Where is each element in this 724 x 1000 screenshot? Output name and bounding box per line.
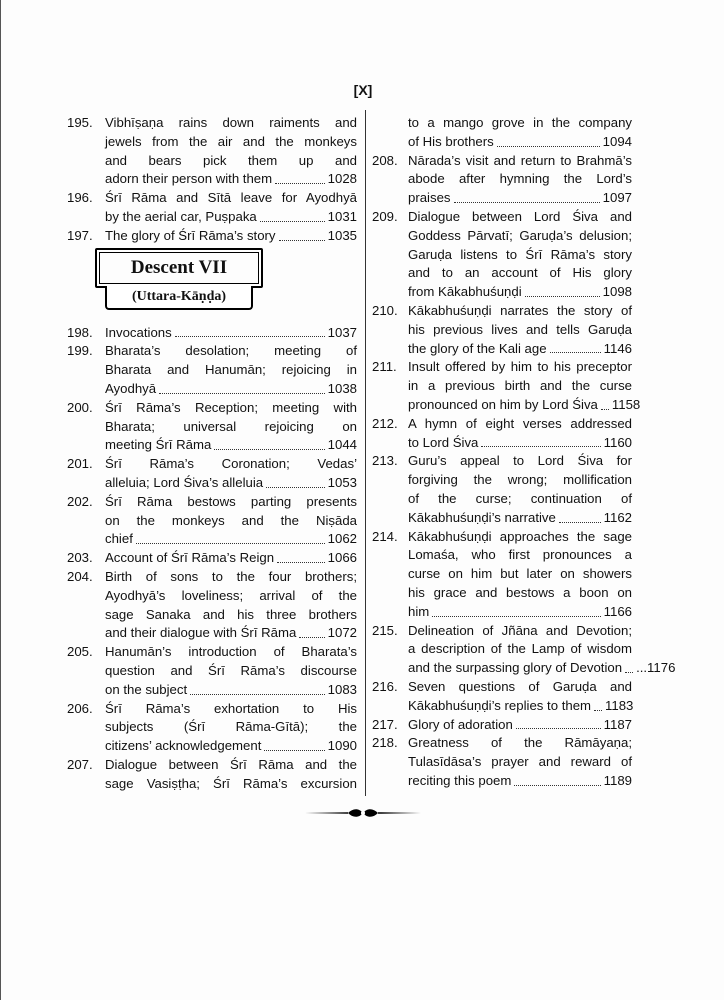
entry-number: 211. <box>372 359 397 375</box>
entry-title: citizens’ acknowledgement <box>105 738 262 754</box>
ornament-icon <box>303 806 423 820</box>
entry-body <box>105 700 357 756</box>
dot-leader <box>159 393 325 394</box>
entry-title: of His brothers <box>408 133 494 149</box>
entry-title: adorn their person with them <box>105 171 273 187</box>
toc-entry <box>67 549 357 568</box>
toc-entry <box>372 358 641 414</box>
page-ref: 1053 <box>327 474 357 490</box>
entry-line: Nārada’s visit and return to Brahmā’s <box>408 152 632 168</box>
column-divider <box>365 110 366 796</box>
entry-line: Śrī Rāma’s Coronation; Vedas’ <box>105 456 357 472</box>
page-ref: 1183 <box>605 697 634 713</box>
entry-body <box>408 452 632 527</box>
entry-body <box>105 568 357 643</box>
entry-last-line <box>105 624 357 643</box>
entry-title: praises <box>408 190 451 206</box>
entry-number: 212. <box>372 415 398 431</box>
entry-body <box>105 493 357 549</box>
dot-leader <box>266 487 325 488</box>
page-ref: 1038 <box>327 380 357 396</box>
entry-title: reciting this poem <box>408 772 512 788</box>
entry-title: Kākabhuśuṇḍi’s narrative <box>408 509 556 525</box>
entry-line: Tulasīdāsa’s prayer and reward of <box>408 754 632 770</box>
descent-subtitle: (Uttara-Kāṇḍa) <box>105 286 253 310</box>
dot-leader <box>275 183 325 184</box>
dot-leader <box>264 750 324 751</box>
toc-entry <box>67 227 357 246</box>
entry-line: A hymn of eight verses addressed <box>408 415 632 431</box>
dot-leader <box>550 352 601 353</box>
toc-entry <box>67 643 357 699</box>
entry-last-line <box>408 283 632 302</box>
entry-body <box>408 152 632 208</box>
entry-last-line <box>105 436 357 455</box>
entry-line: Insult offered by him to his preceptor <box>408 359 632 375</box>
entry-line: of the curse; continuation of <box>408 490 632 506</box>
entry-line: Dialogue between Śrī Rāma and the <box>105 756 357 772</box>
entry-line: Birth of sons to the four brothers; <box>105 568 357 584</box>
entry-line: and to an account of His glory <box>408 265 632 281</box>
entry-last-line <box>408 133 632 152</box>
toc-entry <box>372 452 632 527</box>
entry-line: subjects (Śrī Rāma-Gītā); the <box>105 719 357 735</box>
entry-body <box>408 622 676 678</box>
entry-line: Śrī Rāma bestows parting presents <box>105 493 357 509</box>
entry-line: to a mango grove in the company <box>408 115 632 130</box>
entry-line: Ayodhyā’s loveliness; arrival of the <box>105 587 357 603</box>
page-ref: 1028 <box>327 171 357 187</box>
entry-body <box>105 756 357 794</box>
dot-leader <box>559 522 601 523</box>
dot-leader <box>594 710 602 711</box>
dot-leader <box>514 785 600 786</box>
entry-title: alleluia; Lord Śiva’s alleluia <box>105 474 264 490</box>
entry-title: to Lord Śiva <box>408 434 479 450</box>
entry-last-line <box>408 772 632 791</box>
entry-last-line <box>408 509 632 528</box>
page-ref: 1162 <box>603 509 632 525</box>
entry-number: 207. <box>67 756 93 772</box>
entry-body <box>105 324 357 343</box>
entry-last-line <box>408 697 632 716</box>
entry-number: 203. <box>67 550 93 566</box>
entry-body <box>105 189 357 227</box>
dot-leader <box>279 240 325 241</box>
dot-leader <box>277 562 325 563</box>
entry-last-line <box>408 396 641 415</box>
entry-line: abode after hymning the Lord’s <box>408 171 632 187</box>
entry-last-line <box>105 324 357 343</box>
page-ref: ...1176 <box>636 660 676 676</box>
page-ref: 1189 <box>603 772 632 788</box>
entry-number: 199. <box>67 343 93 359</box>
entry-number: 216. <box>372 678 398 694</box>
entry-number: 210. <box>372 302 398 318</box>
toc-right-column <box>372 114 676 791</box>
entry-last-line <box>105 549 357 568</box>
entry-body <box>105 342 357 398</box>
dot-leader <box>516 728 601 729</box>
toc-entry <box>372 415 632 453</box>
entry-number: 206. <box>67 700 93 716</box>
entry-number: 197. <box>67 227 93 243</box>
descent-heading <box>95 248 265 314</box>
entry-body <box>408 358 641 414</box>
toc-entry <box>372 152 632 208</box>
entry-number: 196. <box>67 190 93 206</box>
toc-entry <box>67 342 357 398</box>
entry-line: Śrī Rāma’s exhortation to His <box>105 700 357 716</box>
entry-title: Glory of adoration <box>408 716 513 732</box>
entry-line: Guru’s appeal to Lord Śiva for <box>408 453 632 469</box>
toc-entry <box>372 528 632 622</box>
dot-leader <box>190 694 325 695</box>
page-ref: 1098 <box>602 284 632 300</box>
toc-entry <box>67 756 357 794</box>
toc-entry <box>372 716 632 735</box>
entry-last-line <box>105 380 357 399</box>
toc-entry <box>372 734 632 790</box>
entry-line: Delineation of Jñāna and Devotion; <box>408 622 632 638</box>
entry-line: Goddess Pārvatī; Garuḍa’s delusion; <box>408 227 632 243</box>
descent-title: Descent VII <box>95 248 263 288</box>
entry-line: and bears pick them up and <box>105 152 357 168</box>
dot-leader <box>136 543 325 544</box>
entry-title: Kākabhuśuṇḍi’s replies to them <box>408 697 592 713</box>
entry-line: Lomaśa, who first pronounces a <box>408 547 632 563</box>
entry-number: 214. <box>372 528 398 544</box>
toc-entry <box>67 455 357 493</box>
page-ref: 1083 <box>327 681 357 697</box>
entry-title: Ayodhyā <box>105 380 157 396</box>
entry-last-line <box>408 603 632 622</box>
entry-last-line <box>408 340 632 359</box>
entry-line: Greatness of the Rāmāyaṇa; <box>408 735 632 751</box>
entry-body <box>408 415 632 453</box>
entry-line: jewels from the air and the monkeys <box>105 133 357 149</box>
entry-title: by the aerial car, Puṣpaka <box>105 208 257 224</box>
entry-line: Dialogue between Lord Śiva and <box>408 208 632 224</box>
entry-number: 217. <box>372 716 398 732</box>
entry-title: and the surpassing glory of Devotion <box>408 660 623 676</box>
entry-line: Seven questions of Garuḍa and <box>408 678 632 694</box>
entry-last-line <box>408 716 632 735</box>
toc-left-column <box>67 114 357 794</box>
entry-body <box>408 208 632 302</box>
page-number: [X] <box>353 82 373 98</box>
toc-entry <box>372 208 632 302</box>
entry-line: forgiving the wrong; mollification <box>408 472 632 488</box>
entry-body <box>105 227 357 246</box>
entry-title: Account of Śrī Rāma’s Reign <box>105 550 275 566</box>
entry-body <box>408 734 632 790</box>
entry-body <box>105 114 357 189</box>
entry-line: Śrī Rāma’s Reception; meeting with <box>105 399 357 415</box>
entry-title: him <box>408 603 430 619</box>
page-ref: 1037 <box>327 324 357 340</box>
page-ref: 1094 <box>602 133 632 149</box>
entry-title: The glory of Śrī Rāma’s story <box>105 227 276 243</box>
entry-body <box>105 455 357 493</box>
dot-leader <box>497 146 600 147</box>
entry-body <box>105 399 357 455</box>
entry-last-line <box>105 737 357 756</box>
toc-entry <box>67 493 357 549</box>
page-ref: 1044 <box>327 437 357 453</box>
toc-entry <box>67 568 357 643</box>
entry-body <box>408 678 632 716</box>
entry-number: 208. <box>372 152 398 168</box>
entry-line: curse on him but later on showers <box>408 566 632 582</box>
toc-entry <box>372 678 632 716</box>
page-ref: 1090 <box>327 738 357 754</box>
page-ref: 1158 <box>611 396 641 412</box>
entry-number: 209. <box>372 208 398 224</box>
entry-title: from Kākabhuśuṇḍi <box>408 284 522 300</box>
entry-title: meeting Śrī Rāma <box>105 437 212 453</box>
dot-leader <box>481 446 600 447</box>
entry-number: 218. <box>372 735 398 751</box>
entry-number: 204. <box>67 568 93 584</box>
entry-last-line <box>105 170 357 189</box>
dot-leader <box>175 336 325 337</box>
dot-leader <box>432 616 600 617</box>
dot-leader <box>260 221 325 222</box>
entry-line: Bharata; universal rejoicing on <box>105 418 357 434</box>
entry-title: chief <box>105 531 133 547</box>
dot-leader <box>214 449 324 450</box>
dot-leader <box>601 409 609 410</box>
page-ref: 1066 <box>327 550 357 566</box>
page-ref: 1160 <box>603 434 632 450</box>
entry-line: his previous lives and tells Garuḍa <box>408 321 632 337</box>
entry-last-line <box>408 189 632 208</box>
entry-last-line <box>105 227 357 246</box>
entry-last-line <box>408 434 632 453</box>
entry-title: pronounced on him by Lord Śiva <box>408 396 598 412</box>
entry-last-line <box>105 681 357 700</box>
entry-line: Śrī Rāma and Sītā leave for Ayodhyā <box>105 190 357 206</box>
toc-entry <box>67 700 357 756</box>
entry-line: on the monkeys and the Niṣāda <box>105 512 357 528</box>
toc-entry <box>372 622 676 678</box>
entry-line: sage Vasiṣṭha; Śrī Rāma’s excursion <box>105 775 357 791</box>
entry-number: 213. <box>372 453 398 469</box>
entry-line: question and Śrī Rāma’s discourse <box>105 662 357 678</box>
page-ref: 1035 <box>327 227 357 243</box>
page-ref: 1031 <box>327 208 357 224</box>
entry-line: in a previous birth and the curse <box>408 378 632 394</box>
entry-body <box>408 114 632 152</box>
entry-body <box>105 643 357 699</box>
page-ref: 1097 <box>602 190 632 206</box>
page-ref: 1072 <box>327 625 357 641</box>
entry-line: Kākabhuśuṇḍi narrates the story of <box>408 302 632 318</box>
dot-leader <box>625 672 633 673</box>
entry-body <box>408 302 632 358</box>
entry-line: sage Sanaka and his three brothers <box>105 606 357 622</box>
entry-title: Invocations <box>105 324 172 340</box>
entry-number: 201. <box>67 456 93 472</box>
entry-title: and their dialogue with Śrī Rāma <box>105 625 297 641</box>
page-ref: 1166 <box>603 603 632 619</box>
entry-title: the glory of the Kali age <box>408 340 547 356</box>
entry-number: 200. <box>67 399 93 415</box>
toc-entry <box>67 114 357 189</box>
entry-number: 215. <box>372 622 398 638</box>
entry-body <box>408 716 632 735</box>
entry-last-line <box>105 474 357 493</box>
entry-last-line <box>408 659 676 678</box>
entry-last-line <box>105 530 357 549</box>
page-ref: 1187 <box>603 716 632 732</box>
toc-entry <box>372 302 632 358</box>
entry-line: Garuḍa listens to Śrī Rāma’s story <box>408 246 632 262</box>
dot-leader <box>454 202 600 203</box>
entry-number: 205. <box>67 644 93 660</box>
toc-entry <box>67 324 357 343</box>
entry-number: 195. <box>67 115 93 130</box>
dot-leader <box>299 637 324 638</box>
entry-line: Bharata and Hanumān; rejoicing in <box>105 362 357 378</box>
entry-line: his grace and bestows a boon on <box>408 584 632 600</box>
entry-body <box>408 528 632 622</box>
entry-body <box>105 549 357 568</box>
dot-leader <box>525 296 600 297</box>
page-ref: 1146 <box>603 340 632 356</box>
entry-title: on the subject <box>105 681 188 697</box>
entry-number: 202. <box>67 493 93 509</box>
toc-entry <box>67 189 357 227</box>
page-ref: 1062 <box>327 531 357 547</box>
entry-line: Vibhīṣaṇa rains down raiments and <box>105 115 357 130</box>
entry-last-line <box>105 208 357 227</box>
toc-entry <box>372 114 632 152</box>
entry-line: a description of the Lamp of wisdom <box>408 641 632 657</box>
entry-line: Bharata’s desolation; meeting of <box>105 343 357 359</box>
entry-number: 198. <box>67 324 93 340</box>
entry-line: Hanumān’s introduction of Bharata’s <box>105 644 357 660</box>
toc-entry <box>67 399 357 455</box>
entry-line: Kākabhuśuṇḍi approaches the sage <box>408 528 632 544</box>
